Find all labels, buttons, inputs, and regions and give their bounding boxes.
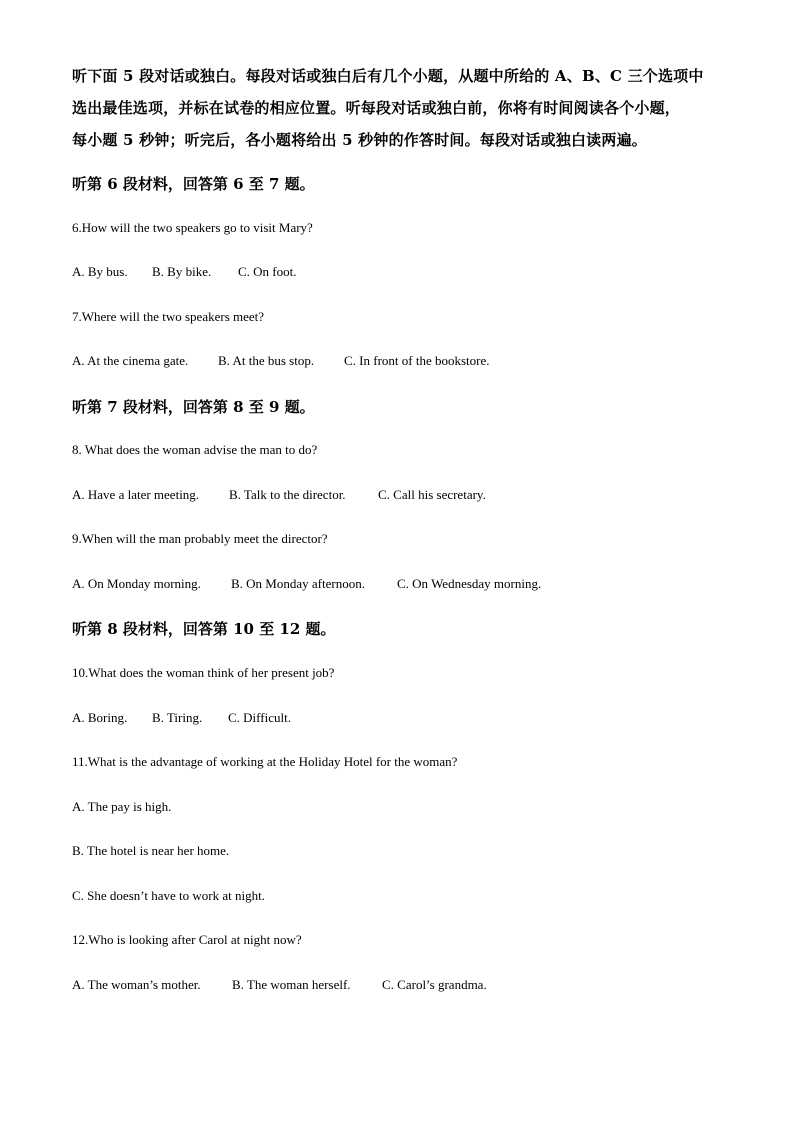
option-6-c: C. On foot. [238, 264, 297, 279]
option-6-b: B. By bike. [152, 264, 212, 279]
question-8: 8. What does the woman advise the man to do? [72, 442, 318, 457]
option-9-a: A. On Monday morning. [72, 576, 201, 591]
question-9: 9.When will the man probably meet the director? [72, 531, 328, 546]
option-8-a: A. Have a later meeting. [72, 487, 200, 502]
option-7-b: B. At the bus stop. [218, 353, 315, 368]
options-question-9 [72, 575, 541, 593]
instructions-line-3: 每小题 5 秒钟；听完后，各小题将给出 5 秒钟的作答时间。每段对话或独白读两遍。 [72, 131, 647, 149]
option-11-c: C. She doesn’t have to work at night. [72, 888, 265, 903]
section-heading-8: 听第 8 段材料，回答第 10 至 12 题。 [72, 620, 336, 638]
option-10-b: B. Tiring. [152, 710, 203, 725]
instructions-line-2: 选出最佳选项，并标在试卷的相应位置。听每段对话或独白前，你将有时间阅读各个小题， [72, 99, 681, 117]
option-7-c: C. In front of the bookstore. [344, 353, 490, 368]
option-11-a: A. The pay is high. [72, 799, 172, 814]
question-7: 7.Where will the two speakers meet? [72, 309, 265, 324]
option-12-b: B. The woman herself. [232, 977, 351, 992]
question-6: 6.How will the two speakers go to visit Mary? [72, 220, 313, 235]
option-11-b: B. The hotel is near her home. [72, 843, 230, 858]
question-12: 12.Who is looking after Carol at night now? [72, 932, 302, 947]
section-heading-6: 听第 6 段材料，回答第 6 至 7 题。 [72, 175, 315, 193]
option-12-c: C. Carol’s grandma. [382, 977, 487, 992]
question-11: 11.What is the advantage of working at the Holiday Hotel for the woman? [72, 754, 458, 769]
section-heading-7: 听第 7 段材料，回答第 8 至 9 题。 [72, 398, 315, 416]
option-9-b: B. On Monday afternoon. [231, 576, 365, 591]
options-question-8 [72, 486, 486, 504]
instructions-line-1: 听下面 5 段对话或独白。每段对话或独白后有几个小题，从题中所给的 A、B、C 三个选项中 [72, 67, 704, 85]
option-6-a: A. By bus. [72, 264, 128, 279]
option-10-a: A. Boring. [72, 710, 128, 725]
option-10-c: C. Difficult. [228, 710, 291, 725]
options-question-7 [72, 352, 490, 370]
option-7-a: A. At the cinema gate. [72, 353, 189, 368]
question-10: 10.What does the woman think of her present job? [72, 665, 335, 680]
option-9-c: C. On Wednesday morning. [397, 576, 542, 591]
option-8-c: C. Call his secretary. [378, 487, 486, 502]
options-question-6 [72, 263, 297, 281]
option-12-a: A. The woman’s mother. [72, 977, 201, 992]
options-question-12 [72, 976, 487, 994]
options-question-10 [72, 709, 291, 727]
option-8-b: B. Talk to the director. [229, 487, 346, 502]
